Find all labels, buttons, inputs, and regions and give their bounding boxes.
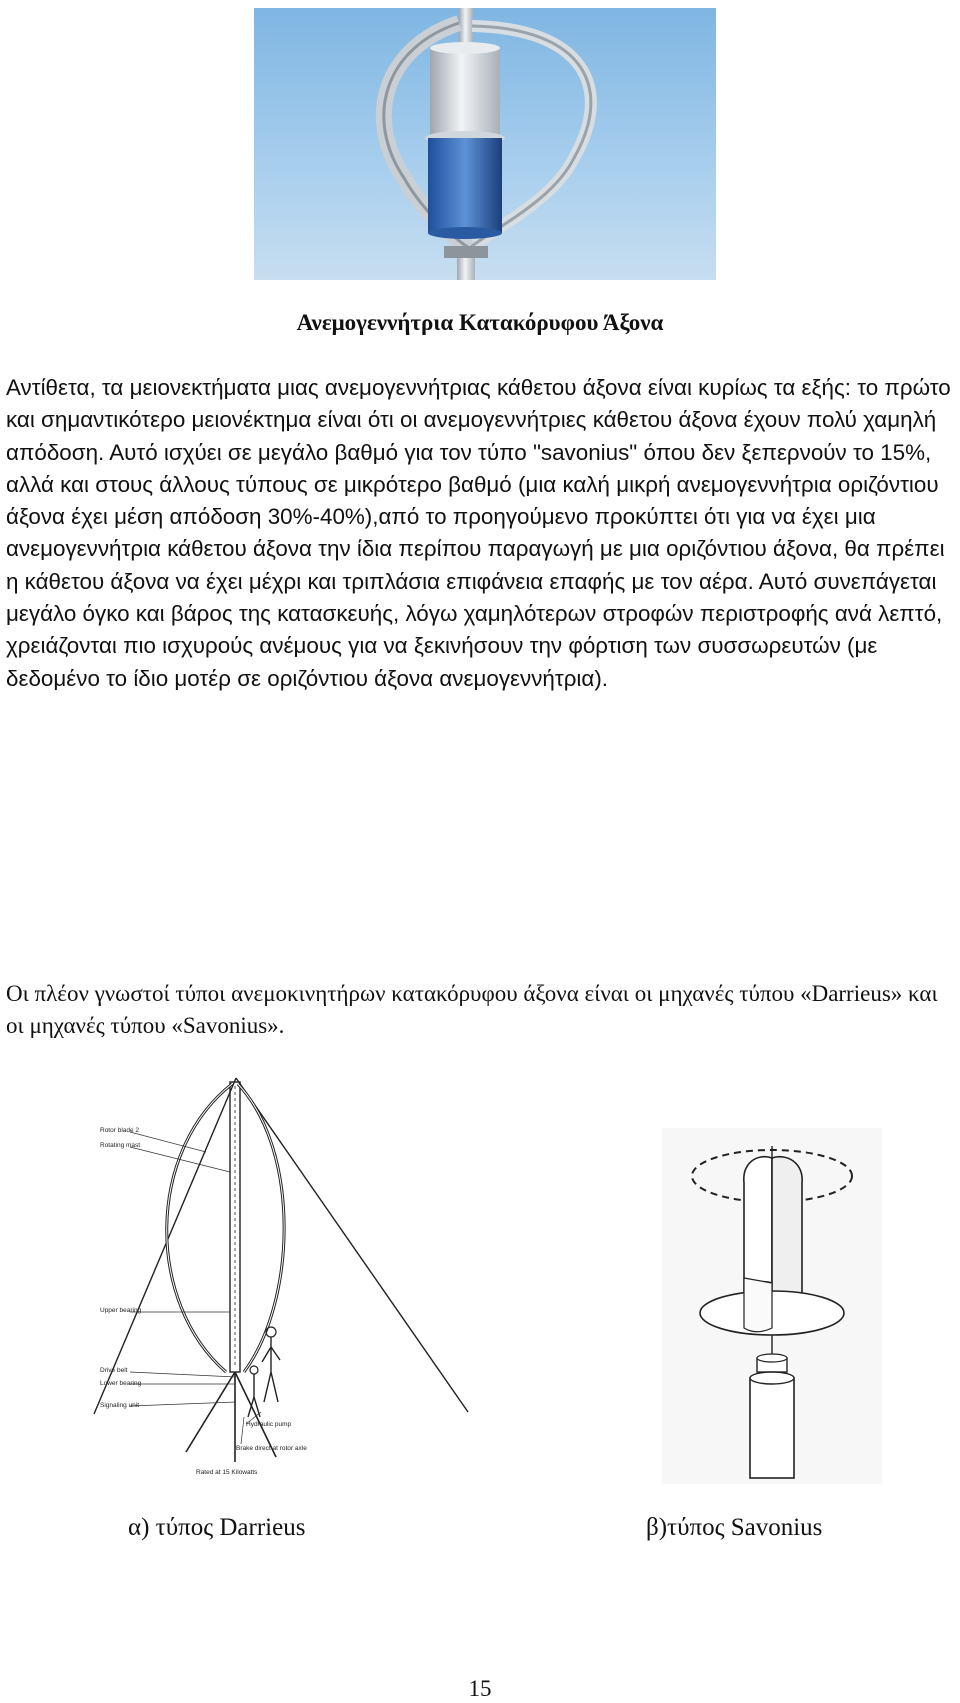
caption-darrieus: α) τύπος Darrieus [128,1514,306,1541]
page-number: 15 [468,1676,492,1701]
label-hydraulic-pump: Hydraulic pump [246,1421,292,1428]
caption-savonius: β)τύπος Savonius [646,1514,823,1541]
label-upper-bearing: Upper bearing [100,1307,142,1314]
turbine-photo [254,8,716,280]
darrieus-diagram [86,1072,476,1492]
label-signaling-unit: Signaling unit [100,1402,140,1409]
label-rotor-blade: Rotor blade 2 [100,1127,140,1134]
paragraph-types: Οι πλέον γνωστοί τύποι ανεμοκινητήρων κατακόρυφου άξονα είναι οι μηχανές τύπου «Darrieus» και οι μηχανές τύπου «Savonius». [6,981,938,1038]
label-rated: Rated at 15 Kilowatts [196,1469,258,1476]
paragraph-disadvantages: Αντίθετα, τα μειονεκτήματα μιας ανεμογεννήτριας κάθετου άξονα είναι κυρίως τα εξής: το πρώτο και σημαντικότερο μειονέκτημα είναι ότι οι ανεμογεννήτριες κάθετου άξονα έχουν πολύ χαμηλή απόδοση. Αυτό ισχύει σε μεγάλο βαθμό για τον τύπο "savonius" όπου δεν ξεπερνούν το 15%, αλλά και στους άλλους τύπους σε μικρότερο βαθμό (μια καλή μικρή ανεμογεννήτρια οριζόντιου άξονα έχει μέση απόδοση 30%-40%),από το προηγούμενο προκύπτει ότι για να έχει μια ανεμογεννήτρια κάθετου άξονα την ίδια περίπου παραγωγή με μια οριζόντιου άξονα, θα πρέπει η κάθετου άξονα να έχει μέχρι και τριπλάσια επιφάνεια επαφής με τον αέρα. Αυτό συνεπάγεται μεγάλο όγκο και βάρος της κατασκευής, λόγω χαμηλότερων στροφών περιστροφής ανά λεπτό, χρειάζονται πιο ισχυρούς ανέμους για να ξεκινήσουν την φόρτιση των συσσωρευτών (με δεδομένο το ίδιο μοτέρ σε οριζόντιου άξονα ανεμογεννήτρια). [6,375,951,691]
label-rotating-mast: Rotating mast [100,1142,141,1149]
label-drive-belt: Drive belt [100,1367,128,1374]
section-heading: Ανεμογεννήτρια Κατακόρυφου Άξονα [296,310,664,335]
savonius-diagram [662,1128,882,1484]
label-brake: Brake direct at rotor axle [236,1445,307,1452]
label-lower-bearing: Lower bearing [100,1380,142,1387]
